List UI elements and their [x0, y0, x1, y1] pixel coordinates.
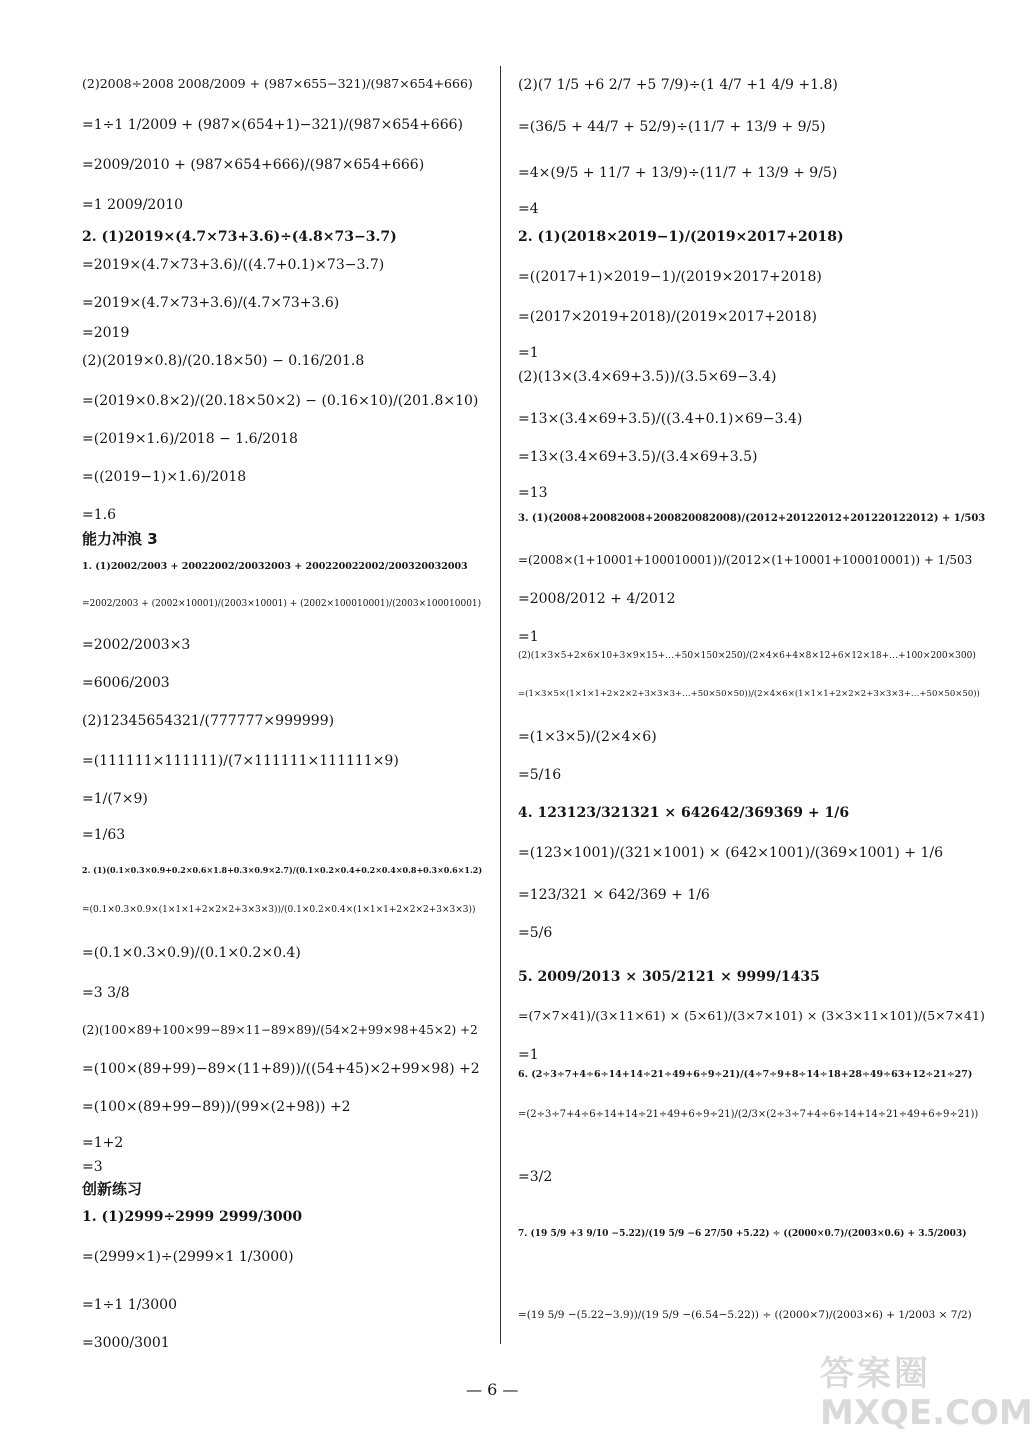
- solution-line: =(2017×2019+2018)/(2019×2017+2018): [518, 309, 817, 325]
- solution-line: =(100×(89+99−89))/(99×(2+98)) +2: [82, 1099, 351, 1115]
- solution-line: =13×(3.4×69+3.5)/(3.4×69+3.5): [518, 449, 758, 465]
- solution-line: 7. (19 5/9 +3 9/10 −5.22)/(19 5/9 −6 27/50 +5.22) ÷ ((2000×0.7)/(2003×0.6) + 3.5/2003): [518, 1229, 967, 1239]
- solution-line: =1÷1 1/3000: [82, 1297, 177, 1313]
- solution-line: =2019×(4.7×73+3.6)/((4.7+0.1)×73−3.7): [82, 257, 385, 273]
- solution-line: =((2019−1)×1.6)/2018: [82, 469, 247, 485]
- solution-line: =1÷1 1/2009 + (987×(654+1)−321)/(987×654+666): [82, 117, 463, 133]
- solution-line: 4. 123123/321321 × 642642/369369 + 1/6: [518, 805, 850, 821]
- solution-line: (2)(2019×0.8)/(20.18×50) − 0.16/201.8: [82, 353, 365, 369]
- solution-line: =1/63: [82, 827, 126, 843]
- solution-line: =13: [518, 485, 548, 501]
- solution-line: =2002/2003×3: [82, 637, 191, 653]
- solution-line: =(2÷3÷7+4÷6÷14+14÷21÷49+6÷9÷21)/(2/3×(2÷3÷7+4÷6÷14+14÷21÷49+6÷9÷21)): [518, 1109, 979, 1120]
- solution-line: =4×(9/5 + 11/7 + 13/9)÷(11/7 + 13/9 + 9/5): [518, 165, 838, 181]
- solution-line: =(0.1×0.3×0.9)/(0.1×0.2×0.4): [82, 945, 301, 961]
- solution-line: =(100×(89+99)−89×(11+89))/((54+45)×2+99×98) +2: [82, 1061, 480, 1077]
- solution-line: =2009/2010 + (987×654+666)/(987×654+666): [82, 157, 425, 173]
- solution-line: 2. (1)(0.1×0.3×0.9+0.2×0.6×1.8+0.3×0.9×2.7)/(0.1×0.2×0.4+0.2×0.4×0.8+0.3×0.6×1.2): [82, 865, 483, 875]
- solution-line: =((2017+1)×2019−1)/(2019×2017+2018): [518, 269, 822, 285]
- solution-line: 6. (2÷3÷7+4÷6÷14+14÷21÷49+6÷9÷21)/(4÷7÷9+8÷14÷18+28÷49÷63+12÷21÷27): [518, 1069, 973, 1080]
- solution-line: =2019×(4.7×73+3.6)/(4.7×73+3.6): [82, 295, 340, 311]
- solution-line: (2)(13×(3.4×69+3.5))/(3.5×69−3.4): [518, 369, 777, 385]
- solution-line: =1.6: [82, 507, 116, 523]
- solution-line: =2019: [82, 325, 130, 341]
- solution-line: (2)2008÷2008 2008/2009 + (987×655−321)/(987×654+666): [82, 76, 473, 91]
- solution-line: (2)(7 1/5 +6 2/7 +5 7/9)÷(1 4/7 +1 4/9 +1.8): [518, 77, 838, 93]
- solution-line: =(1×3×5)/(2×4×6): [518, 729, 657, 745]
- solution-line: =(0.1×0.3×0.9×(1×1×1+2×2×2+3×3×3))/(0.1×0.2×0.4×(1×1×1+2×2×2+3×3×3)): [82, 905, 476, 915]
- solution-line: =(2999×1)÷(2999×1 1/3000): [82, 1249, 294, 1265]
- solution-line: 1. (1)2002/2003 + 20022002/20032003 + 200220022002/200320032003: [82, 561, 468, 572]
- solution-line: =6006/2003: [82, 675, 170, 691]
- solution-line: =(2008×(1+10001+100010001))/(2012×(1+10001+100010001)) + 1/503: [518, 553, 973, 567]
- solution-line: =123/321 × 642/369 + 1/6: [518, 887, 710, 903]
- page-number: — 6 —: [466, 1380, 519, 1399]
- solution-line: 2. (1)2019×(4.7×73+3.6)÷(4.8×73−3.7): [82, 229, 397, 245]
- solution-line: =1: [518, 1047, 539, 1063]
- section-heading: 能力冲浪 3: [82, 530, 158, 548]
- solution-line: =(1×3×5×(1×1×1+2×2×2+3×3×3+…+50×50×50))/(2×4×6×(1×1×1+2×2×2+3×3×3+…+50×50×50)): [518, 689, 980, 699]
- solution-line: =3 3/8: [82, 985, 130, 1001]
- solution-line: =(111111×111111)/(7×111111×111111×9): [82, 753, 399, 769]
- solution-line: =13×(3.4×69+3.5)/((3.4+0.1)×69−3.4): [518, 411, 803, 427]
- solution-line: =5/6: [518, 925, 553, 941]
- solution-line: =(36/5 + 44/7 + 52/9)÷(11/7 + 13/9 + 9/5): [518, 119, 826, 135]
- solution-line: =2008/2012 + 4/2012: [518, 591, 676, 607]
- solution-line: =1+2: [82, 1135, 124, 1151]
- watermark-line-1: 答案圈: [820, 1354, 931, 1394]
- solution-line: 2. (1)(2018×2019−1)/(2019×2017+2018): [518, 229, 844, 245]
- solution-line: 1. (1)2999÷2999 2999/3000: [82, 1209, 303, 1225]
- solution-line: =1: [518, 345, 539, 361]
- section-heading: 创新练习: [82, 1180, 143, 1198]
- solution-line: =5/16: [518, 767, 562, 783]
- solution-line: =1: [518, 629, 539, 645]
- solution-line: =(2019×1.6)/2018 − 1.6/2018: [82, 431, 298, 447]
- column-divider: [500, 66, 501, 1344]
- solution-line: (2)12345654321/(777777×999999): [82, 713, 335, 729]
- solution-line: =1 2009/2010: [82, 197, 184, 213]
- solution-line: (2)(100×89+100×99−89×11−89×89)/(54×2+99×98+45×2) +2: [82, 1023, 478, 1037]
- solution-line: 5. 2009/2013 × 305/2121 × 9999/1435: [518, 969, 820, 985]
- solution-line: =3000/3001: [82, 1335, 170, 1351]
- solution-line: 3. (1)(2008+20082008+200820082008)/(2012+20122012+201220122012) + 1/503: [518, 513, 986, 524]
- solution-line: (2)(1×3×5+2×6×10+3×9×15+…+50×150×250)/(2×4×6+4×8×12+6×12×18+…+100×200×300): [518, 651, 976, 661]
- solution-line: =(2019×0.8×2)/(20.18×50×2) − (0.16×10)/(201.8×10): [82, 393, 479, 409]
- solution-line: =2002/2003 + (2002×10001)/(2003×10001) + (2002×100010001)/(2003×100010001): [82, 599, 482, 609]
- watermark-logo: [820, 1346, 1033, 1433]
- solution-line: =(7×7×41)/(3×11×61) × (5×61)/(3×7×101) × (3×3×11×101)/(5×7×41): [518, 1008, 985, 1023]
- solution-line: =4: [518, 201, 539, 217]
- solution-line: =3: [82, 1159, 103, 1175]
- watermark-line-2: MXQE.COM: [820, 1393, 1033, 1433]
- solution-line: =(123×1001)/(321×1001) × (642×1001)/(369×1001) + 1/6: [518, 845, 943, 861]
- solution-line: =(19 5/9 −(5.22−3.9))/(19 5/9 −(6.54−5.22)) ÷ ((2000×7)/(2003×6) + 1/2003 × 7/2): [518, 1309, 972, 1321]
- solution-line: =1/(7×9): [82, 791, 148, 807]
- solution-line: =3/2: [518, 1169, 553, 1185]
